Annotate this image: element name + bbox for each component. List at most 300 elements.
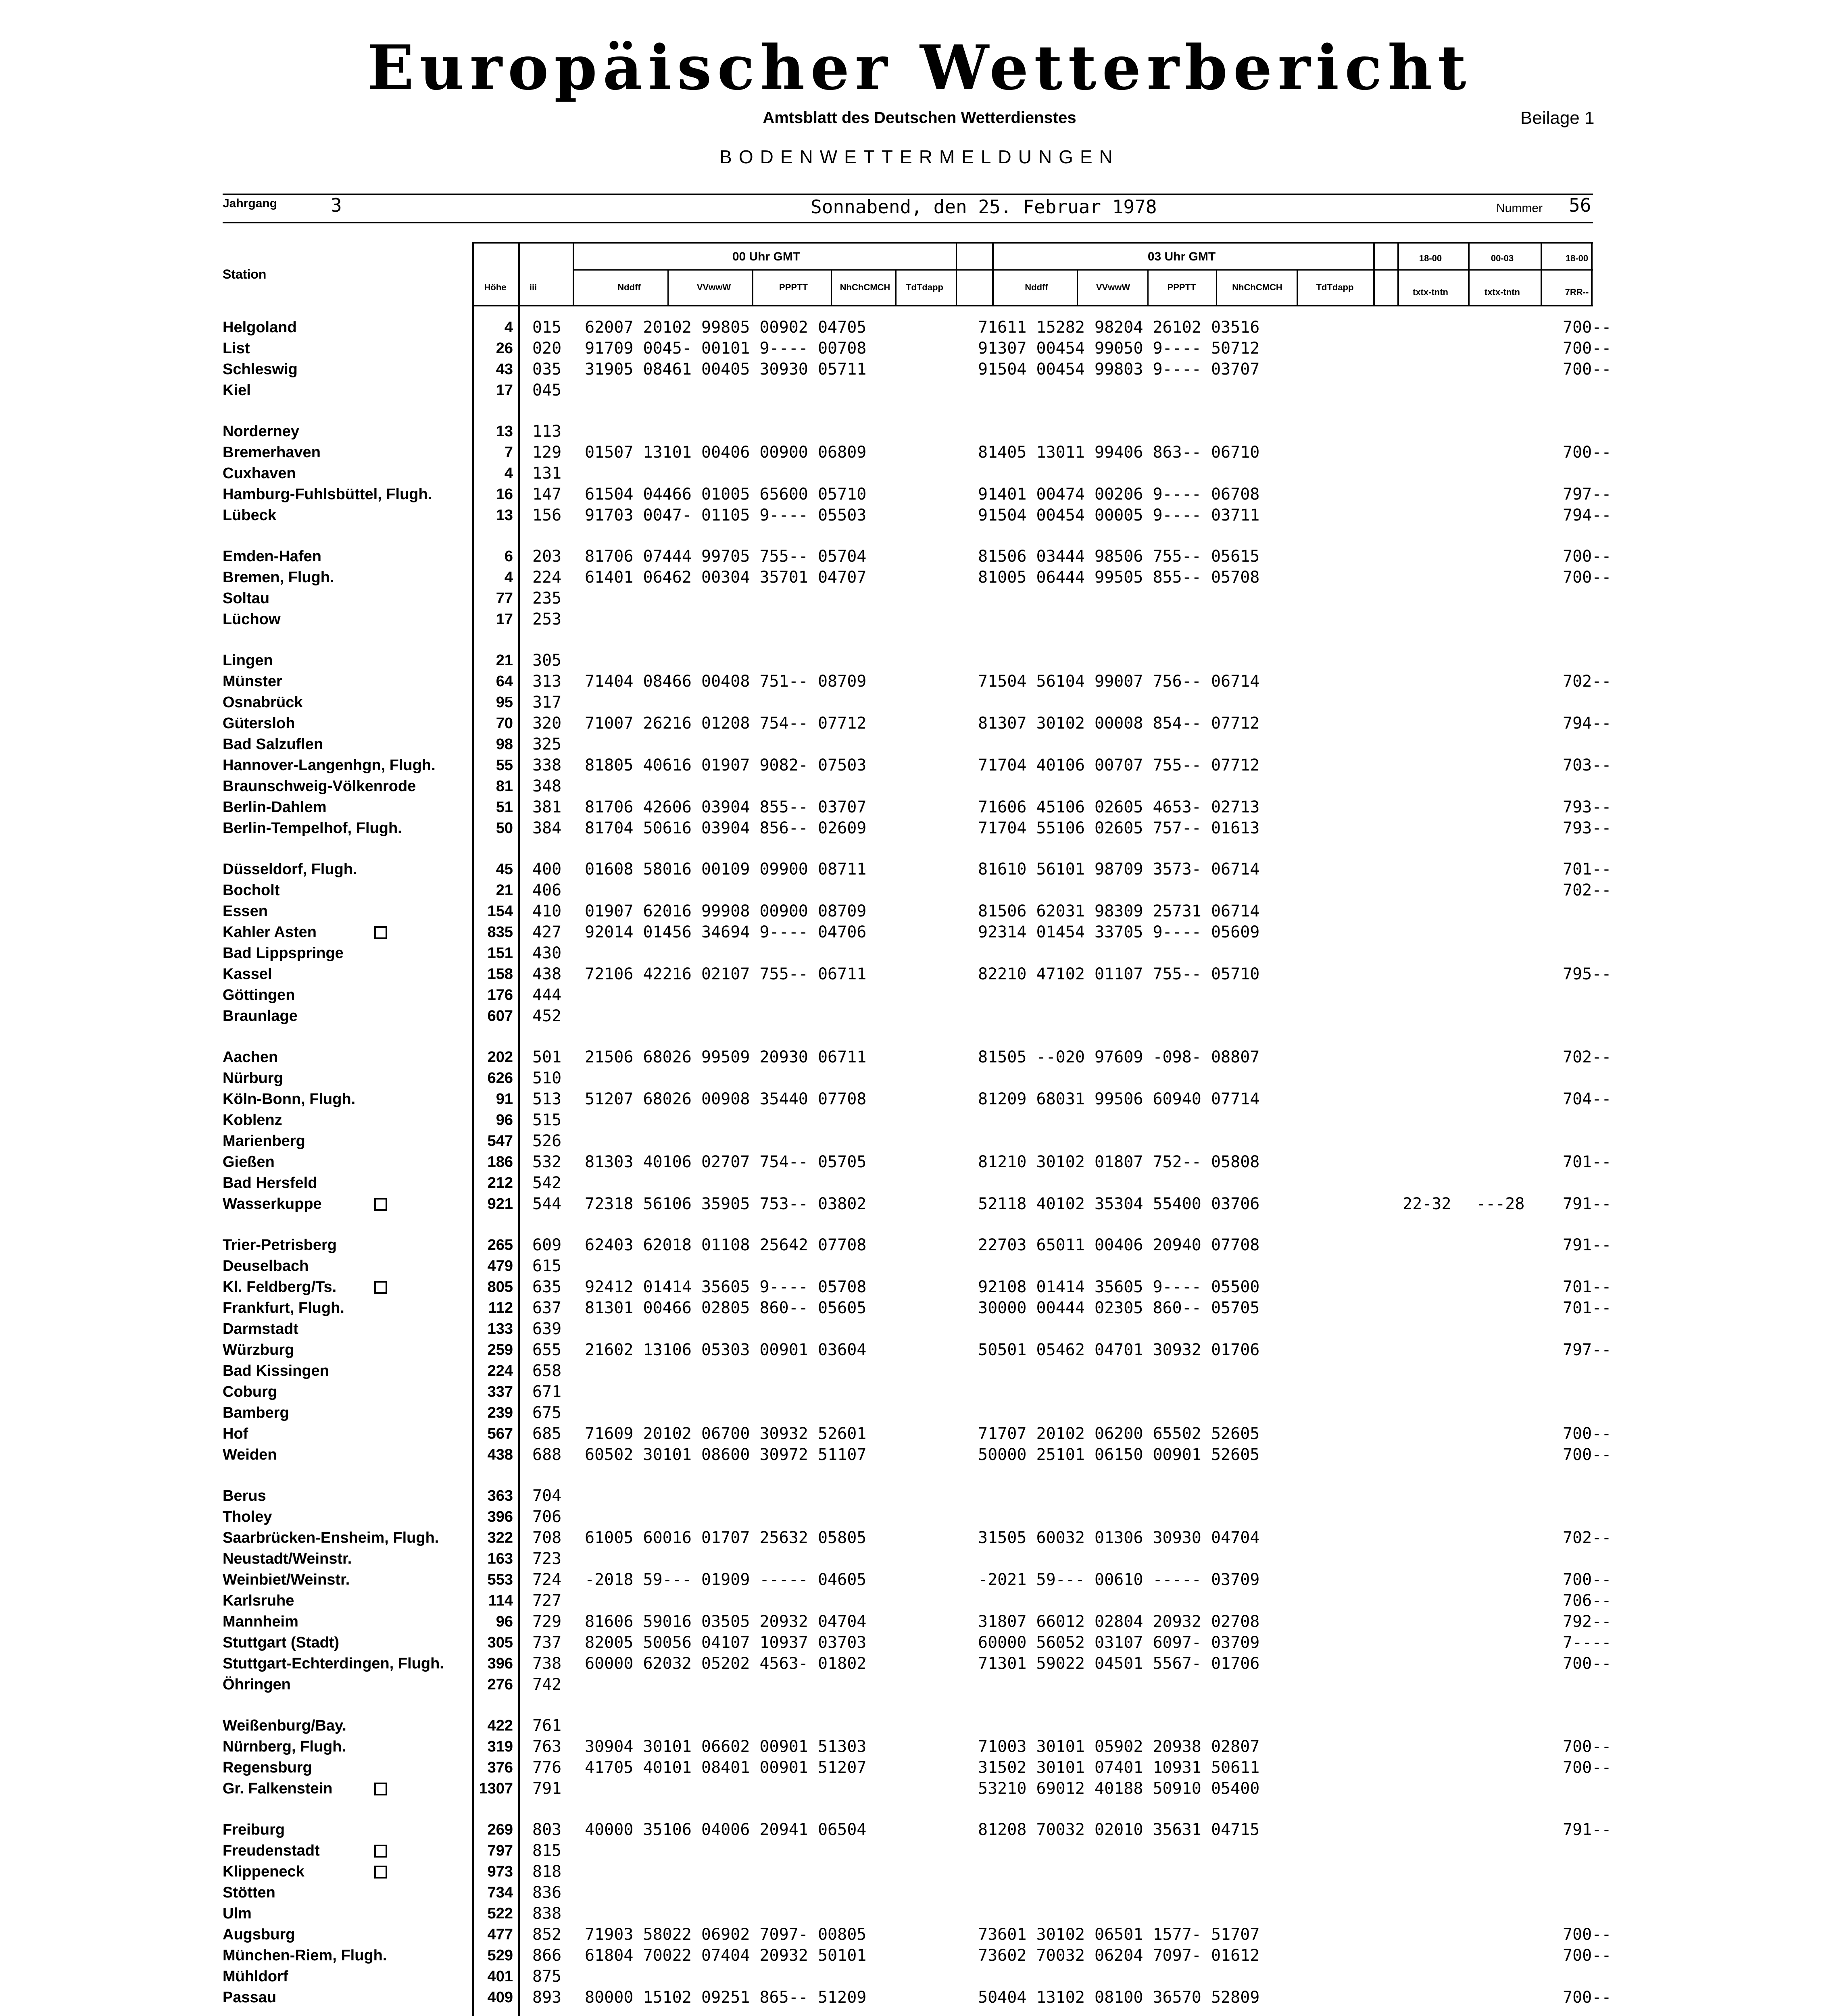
hoehe-header: Höhe [484, 282, 507, 292]
col-line-ex2 [1468, 242, 1470, 306]
col00-vvwww: VVwwW [696, 282, 731, 292]
obs-00utc: 21602 13106 05303 00901 03604 [585, 1341, 867, 1359]
station-row [0, 1527, 1839, 1548]
station-iii: 542 [532, 1174, 562, 1192]
extra-7rr: 701-- [1563, 1153, 1612, 1171]
station-name: Stötten [223, 1884, 275, 1901]
extra-7rr: 791-- [1563, 1236, 1612, 1254]
station-row [0, 1757, 1839, 1778]
station-iii: 609 [532, 1236, 562, 1254]
station-height: 479 [487, 1258, 513, 1275]
station-iii: 893 [532, 1988, 562, 2007]
station-height: 921 [487, 1195, 513, 1212]
open-square-icon [374, 1845, 387, 1858]
station-height: 259 [487, 1341, 513, 1358]
station-name: Nürnberg, Flugh. [223, 1738, 346, 1755]
station-height: 797 [487, 1842, 513, 1859]
station-row [0, 1089, 1839, 1110]
jahrgang-value: 3 [331, 194, 342, 216]
col-line-03e [1373, 242, 1375, 306]
station-height: 401 [487, 1968, 513, 1985]
station-name: Lüchow [223, 611, 281, 628]
extra-7rr: 700-- [1563, 443, 1612, 462]
station-height: 212 [487, 1175, 513, 1191]
station-name: Stuttgart-Echterdingen, Flugh. [223, 1655, 444, 1672]
station-row [0, 1047, 1839, 1068]
extra-7rr: 700-- [1563, 1737, 1612, 1756]
station-iii: 020 [532, 339, 562, 358]
station-iii: 723 [532, 1549, 562, 1568]
extra-7rr: 702-- [1563, 1048, 1612, 1066]
obs-00utc: 71903 58022 06902 7097- 00805 [585, 1925, 867, 1944]
station-height: 319 [487, 1738, 513, 1755]
station-iii: 637 [532, 1299, 562, 1317]
station-name: Bremen, Flugh. [223, 569, 334, 586]
obs-03utc: 71611 15282 98204 26102 03516 [978, 318, 1260, 337]
extra-7rr: 700-- [1563, 1445, 1612, 1464]
obs-00utc: 01507 13101 00406 00900 06809 [585, 443, 867, 462]
station-height: 322 [487, 1529, 513, 1546]
col-line-ex4 [1591, 242, 1593, 306]
station-row [0, 484, 1839, 505]
obs-00utc: 92412 01414 35605 9---- 05708 [585, 1278, 867, 1296]
obs-03utc: 30000 00444 02305 860-- 05705 [978, 1299, 1260, 1317]
obs-00utc: 71007 26216 01208 754-- 07712 [585, 714, 867, 733]
station-name: Berlin-Tempelhof, Flugh. [223, 820, 402, 837]
station-height: 4 [504, 569, 513, 586]
station-height: 151 [487, 945, 513, 962]
station-name: Berus [223, 1487, 266, 1504]
gmt03-header: 03 Uhr GMT [1147, 250, 1216, 263]
station-iii: 836 [532, 1883, 562, 1902]
col-line-00d [895, 269, 897, 306]
issue-date: Sonnabend, den 25. Februar 1978 [811, 196, 1157, 218]
obs-03utc: 50404 13102 08100 36570 52809 [978, 1988, 1260, 2007]
extra-7rr: 704-- [1563, 1090, 1612, 1108]
extra-tmax-tmin-00-03: ---28 [1476, 1195, 1525, 1213]
station-height: 4 [504, 465, 513, 482]
station-name: Regensburg [223, 1759, 312, 1776]
station-name: Marienberg [223, 1133, 305, 1150]
col-line-03c [1216, 269, 1217, 306]
obs-00utc: 81706 07444 99705 755-- 05704 [585, 547, 867, 566]
station-name: List [223, 340, 250, 357]
header-mid-rule [573, 269, 1593, 271]
station-iii: 526 [532, 1132, 562, 1150]
station-iii: 675 [532, 1404, 562, 1422]
obs-03utc: 81610 56101 98709 3573- 06714 [978, 860, 1260, 879]
station-height: 276 [487, 1676, 513, 1693]
station-iii: 818 [532, 1862, 562, 1881]
station-row [0, 1423, 1839, 1444]
station-height: 607 [487, 1008, 513, 1025]
station-name: Freudenstadt [223, 1842, 320, 1859]
station-row [0, 1924, 1839, 1945]
extra-7rr: 792-- [1563, 1612, 1612, 1631]
obs-03utc: 71504 56104 99007 756-- 06714 [978, 672, 1260, 691]
obs-00utc: 91703 0047- 01105 9---- 05503 [585, 506, 867, 525]
station-height: 396 [487, 1655, 513, 1672]
station-row [0, 943, 1839, 964]
station-height: 96 [496, 1613, 513, 1630]
station-height: 21 [496, 882, 513, 899]
obs-00utc: 80000 15102 09251 865-- 51209 [585, 1988, 867, 2007]
obs-00utc: 92014 01456 34694 9---- 04706 [585, 923, 867, 941]
station-height: 626 [487, 1070, 513, 1087]
station-row [0, 463, 1839, 484]
station-iii: 671 [532, 1383, 562, 1401]
station-row [0, 1444, 1839, 1465]
station-row [0, 818, 1839, 839]
station-iii: 544 [532, 1195, 562, 1213]
obs-03utc: 92314 01454 33705 9---- 05609 [978, 923, 1260, 941]
station-height: 1307 [479, 1780, 513, 1797]
station-height: 13 [496, 507, 513, 524]
station-row [0, 609, 1839, 630]
station-height: 239 [487, 1404, 513, 1421]
extra-7rr: 706-- [1563, 1591, 1612, 1610]
station-name: Köln-Bonn, Flugh. [223, 1091, 356, 1108]
station-iii: 515 [532, 1111, 562, 1129]
obs-00utc: 61401 06462 00304 35701 04707 [585, 568, 867, 587]
station-name: Mühldorf [223, 1968, 288, 1985]
station-height: 51 [496, 799, 513, 816]
station-name: Tholey [223, 1508, 272, 1525]
station-height: 96 [496, 1112, 513, 1129]
obs-00utc: 41705 40101 08401 00901 51207 [585, 1758, 867, 1777]
station-name: Passau [223, 1989, 277, 2006]
station-height: 43 [496, 361, 513, 378]
col03-nhch: NhChCMCH [1232, 282, 1282, 292]
station-name: Hamburg-Fuhlsbüttel, Flugh. [223, 486, 432, 503]
station-name: Ulm [223, 1905, 252, 1922]
station-height: 269 [487, 1821, 513, 1838]
station-row [0, 797, 1839, 818]
obs-03utc: 81506 03444 98506 755-- 05615 [978, 547, 1260, 566]
extra-7rr: 793-- [1563, 819, 1612, 837]
extra-7rr: 793-- [1563, 798, 1612, 816]
station-height: 224 [487, 1362, 513, 1379]
station-row [0, 776, 1839, 797]
station-height: 112 [488, 1300, 513, 1316]
extra-7rr: 797-- [1563, 1341, 1612, 1359]
station-row [0, 1131, 1839, 1152]
col00-nddff: Nddff [617, 282, 641, 292]
extra-7rr: 700-- [1563, 339, 1612, 358]
station-row [0, 317, 1839, 338]
station-row [0, 567, 1839, 588]
obs-03utc: 73601 30102 06501 1577- 51707 [978, 1925, 1260, 1944]
station-row [0, 1861, 1839, 1882]
obs-00utc: 71609 20102 06700 30932 52601 [585, 1425, 867, 1443]
station-row [0, 1277, 1839, 1297]
station-height: 973 [487, 1863, 513, 1880]
station-height: 176 [487, 987, 513, 1004]
station-height: 186 [487, 1154, 513, 1170]
open-square-icon [374, 926, 387, 939]
station-name: Darmstadt [223, 1320, 298, 1337]
station-row [0, 1590, 1839, 1611]
col-line-03b [1147, 269, 1149, 306]
station-row [0, 1840, 1839, 1861]
station-height: 55 [496, 757, 513, 774]
station-iii: 452 [532, 1007, 562, 1025]
station-row [0, 1736, 1839, 1757]
obs-03utc: 52118 40102 35304 55400 03706 [978, 1195, 1260, 1213]
station-iii: 035 [532, 360, 562, 379]
col03-vvwww: VVwwW [1096, 282, 1130, 292]
station-row [0, 1152, 1839, 1173]
extra-7rr: 700-- [1563, 1570, 1612, 1589]
station-iii: 156 [532, 506, 562, 525]
obs-00utc: 61005 60016 01707 25632 05805 [585, 1529, 867, 1547]
obs-03utc: 91504 00454 99803 9---- 03707 [978, 360, 1260, 379]
station-name: Stuttgart (Stadt) [223, 1634, 340, 1651]
station-row [0, 1632, 1839, 1653]
station-name: Klippeneck [223, 1863, 304, 1880]
station-height: 522 [487, 1905, 513, 1922]
station-iii: 727 [532, 1591, 562, 1610]
station-row [0, 1882, 1839, 1903]
station-name: Helgoland [223, 319, 297, 336]
obs-00utc: 01907 62016 99908 00900 08709 [585, 902, 867, 921]
col-line-00b [752, 269, 753, 306]
station-height: 734 [487, 1884, 513, 1901]
col-line-00c [831, 269, 832, 306]
col00-nhch: NhChCMCH [840, 282, 890, 292]
station-name: Soltau [223, 590, 270, 607]
col-line-03d [1297, 269, 1298, 306]
extra-7rr: 700-- [1563, 360, 1612, 379]
station-row [0, 1360, 1839, 1381]
station-iii: 706 [532, 1508, 562, 1526]
station-height: 163 [487, 1550, 513, 1567]
station-name: Gießen [223, 1154, 275, 1170]
station-iii: 203 [532, 547, 562, 566]
station-iii: 253 [532, 610, 562, 629]
station-row [0, 1945, 1839, 1966]
station-iii: 737 [532, 1633, 562, 1652]
section-title: BODENWETTERMELDUNGEN [719, 146, 1120, 167]
station-height: 363 [487, 1487, 513, 1504]
station-height: 17 [496, 382, 513, 399]
station-iii: 384 [532, 819, 562, 837]
station-iii: 113 [532, 422, 562, 441]
station-row [0, 734, 1839, 755]
station-iii: 147 [532, 485, 562, 504]
station-name: Lübeck [223, 507, 277, 524]
station-row [0, 1193, 1839, 1214]
obs-03utc: 53210 69012 40188 50910 05400 [978, 1779, 1260, 1798]
station-row [0, 1653, 1839, 1674]
obs-00utc: 40000 35106 04006 20941 06504 [585, 1820, 867, 1839]
extra-tmax-tmin-18-00: 22-32 [1403, 1195, 1451, 1213]
station-name: Kl. Feldberg/Ts. [223, 1279, 337, 1295]
station-iii: 776 [532, 1758, 562, 1777]
station-name: Wasserkuppe [223, 1195, 322, 1212]
col00-pppt: PPPTT [779, 282, 808, 292]
station-iii: 400 [532, 860, 562, 879]
obs-00utc: 60502 30101 08600 30972 51107 [585, 1445, 867, 1464]
station-row [0, 1110, 1839, 1131]
extra-7rr: 702-- [1563, 881, 1612, 900]
obs-00utc: 60000 62032 05202 4563- 01802 [585, 1654, 867, 1673]
station-name: Bocholt [223, 882, 280, 899]
station-row [0, 1339, 1839, 1360]
header-bottom-rule [472, 305, 1593, 306]
obs-03utc: 71704 55106 02605 757-- 01613 [978, 819, 1260, 837]
station-name: Braunschweig-Völkenrode [223, 778, 416, 795]
top-rule-1 [223, 194, 1593, 195]
extra-7rr: 794-- [1563, 714, 1612, 733]
gmt00-header: 00 Uhr GMT [732, 250, 801, 263]
station-iii: 866 [532, 1946, 562, 1965]
station-name: Würzburg [223, 1341, 294, 1358]
page-title: Europäischer Wetterbericht [367, 31, 1472, 104]
station-height: 77 [496, 590, 513, 607]
open-square-icon [374, 1198, 387, 1211]
obs-00utc: 81606 59016 03505 20932 04704 [585, 1612, 867, 1631]
station-height: 529 [487, 1947, 513, 1964]
open-square-icon [374, 1783, 387, 1795]
station-name: Coburg [223, 1383, 277, 1400]
obs-03utc: 22703 65011 00406 20940 07708 [978, 1236, 1260, 1254]
station-name: Göttingen [223, 987, 295, 1004]
station-height: 91 [496, 1091, 513, 1108]
station-name: Düsseldorf, Flugh. [223, 861, 357, 878]
station-name: Aachen [223, 1049, 278, 1066]
station-name: Gr. Falkenstein [223, 1780, 333, 1797]
obs-03utc: 91504 00454 00005 9---- 03711 [978, 506, 1260, 525]
obs-03utc: 31807 66012 02804 20932 02708 [978, 1612, 1260, 1631]
obs-03utc: 92108 01414 35605 9---- 05500 [978, 1278, 1260, 1296]
station-row [0, 1569, 1839, 1590]
obs-03utc: 81307 30102 00008 854-- 07712 [978, 714, 1260, 733]
station-row [0, 338, 1839, 359]
col-line-iii [573, 242, 574, 306]
extra-7rr: 791-- [1563, 1820, 1612, 1839]
station-iii: 129 [532, 443, 562, 462]
col-line-00a [667, 269, 669, 306]
col-line-00e [956, 242, 957, 306]
station-row [0, 1173, 1839, 1193]
obs-00utc: 30904 30101 06602 00901 51303 [585, 1737, 867, 1756]
extra-7rr: 701-- [1563, 1278, 1612, 1296]
station-iii: 852 [532, 1925, 562, 1944]
station-iii: 532 [532, 1153, 562, 1171]
station-height: 805 [487, 1279, 513, 1295]
extra-3-sub: 7RR-- [1565, 287, 1589, 297]
station-height: 98 [496, 736, 513, 753]
station-height: 6 [504, 548, 513, 565]
station-height: 16 [496, 486, 513, 503]
station-row [0, 713, 1839, 734]
station-iii: 317 [532, 693, 562, 712]
station-row [0, 1548, 1839, 1569]
obs-03utc: 81506 62031 98309 25731 06714 [978, 902, 1260, 921]
obs-00utc: 91709 0045- 00101 9---- 00708 [585, 339, 867, 358]
extra-7rr: 700-- [1563, 1925, 1612, 1944]
station-name: Kiel [223, 382, 251, 399]
col-line-03a [1077, 269, 1078, 306]
obs-00utc: 31905 08461 00405 30930 05711 [585, 360, 867, 379]
station-name: Münster [223, 673, 282, 690]
extra-1-header: 18-00 [1419, 253, 1442, 263]
station-iii: 313 [532, 672, 562, 691]
station-row [0, 1819, 1839, 1840]
extra-7rr: 700-- [1563, 1988, 1612, 2007]
station-name: Berlin-Dahlem [223, 799, 327, 816]
station-row [0, 505, 1839, 526]
station-iii: 704 [532, 1487, 562, 1505]
station-row [0, 1381, 1839, 1402]
station-iii: 338 [532, 756, 562, 775]
station-height: 567 [487, 1425, 513, 1442]
station-row [0, 985, 1839, 1006]
beilage-label: Beilage 1 [1520, 108, 1595, 128]
station-height: 7 [504, 444, 513, 461]
obs-03utc: 71707 20102 06200 65502 52605 [978, 1425, 1260, 1443]
station-iii: 688 [532, 1445, 562, 1464]
station-iii: 708 [532, 1529, 562, 1547]
station-name: Deuselbach [223, 1258, 309, 1275]
station-iii: 444 [532, 986, 562, 1004]
station-iii: 348 [532, 777, 562, 796]
obs-03utc: 81210 30102 01807 752-- 05808 [978, 1153, 1260, 1171]
station-iii: 729 [532, 1612, 562, 1631]
station-row [0, 442, 1839, 463]
station-name: Bad Kissingen [223, 1362, 329, 1379]
station-row [0, 1715, 1839, 1736]
station-height: 70 [496, 715, 513, 732]
station-height: 64 [496, 673, 513, 690]
station-height: 13 [496, 423, 513, 440]
obs-03utc: 91307 00454 99050 9---- 50712 [978, 339, 1260, 358]
station-row [0, 359, 1839, 380]
extra-7rr: 7---- [1563, 1633, 1612, 1652]
station-name: Lingen [223, 652, 273, 669]
station-iii: 742 [532, 1675, 562, 1694]
station-height: 26 [496, 340, 513, 357]
obs-03utc: 50000 25101 06150 00901 52605 [978, 1445, 1260, 1464]
station-height: 202 [487, 1049, 513, 1066]
extra-7rr: 702-- [1563, 1529, 1612, 1547]
station-row [0, 1485, 1839, 1506]
station-iii: 763 [532, 1737, 562, 1756]
extra-2-sub: txtx-tntn [1485, 287, 1520, 297]
station-iii: 815 [532, 1841, 562, 1860]
subtitle: Amtsblatt des Deutschen Wetterdienstes [763, 109, 1076, 127]
obs-03utc: 82210 47102 01107 755-- 05710 [978, 965, 1260, 983]
obs-00utc: 72106 42216 02107 755-- 06711 [585, 965, 867, 983]
station-name: Frankfurt, Flugh. [223, 1300, 344, 1316]
station-height: 4 [504, 319, 513, 336]
obs-03utc: 91401 00474 00206 9---- 06708 [978, 485, 1260, 504]
station-height: 154 [487, 903, 513, 920]
obs-00utc: 62403 62018 01108 25642 07708 [585, 1236, 867, 1254]
station-row [0, 880, 1839, 901]
station-row [0, 1402, 1839, 1423]
station-iii: 658 [532, 1362, 562, 1380]
extra-7rr: 700-- [1563, 1758, 1612, 1777]
extra-7rr: 700-- [1563, 1946, 1612, 1965]
obs-00utc: 61804 70022 07404 20932 50101 [585, 1946, 867, 1965]
station-name: Hof [223, 1425, 248, 1442]
station-height: 477 [487, 1926, 513, 1943]
station-name: Bad Lippspringe [223, 945, 344, 962]
station-name: Bamberg [223, 1404, 289, 1421]
station-iii: 685 [532, 1425, 562, 1443]
